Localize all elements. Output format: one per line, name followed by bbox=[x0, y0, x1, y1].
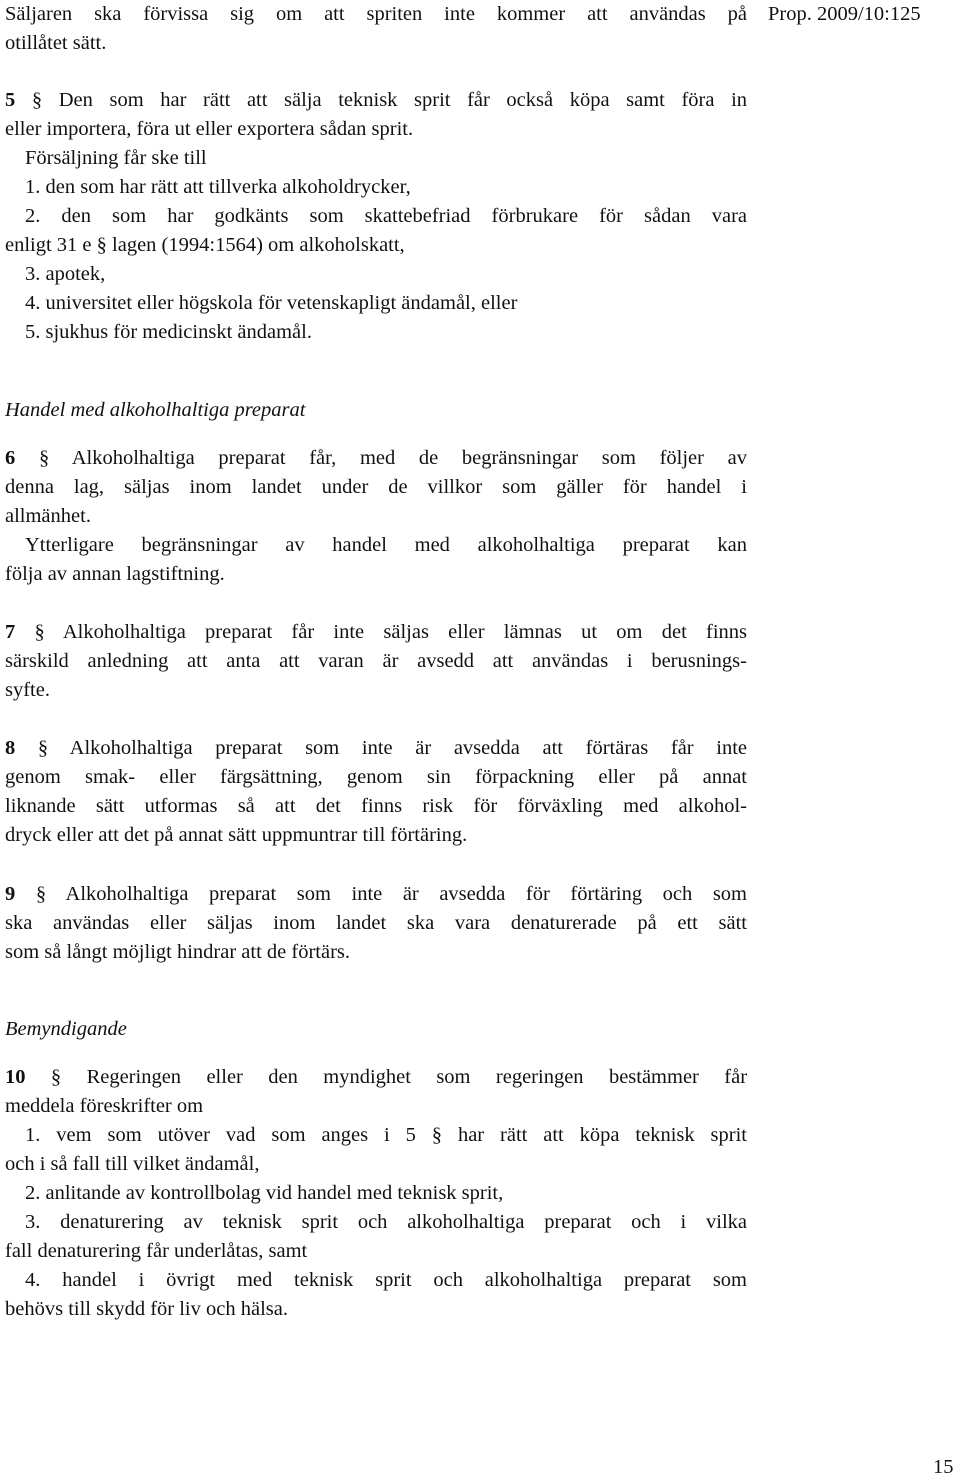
section-sign: § bbox=[34, 621, 45, 643]
paragraph-line: denna lag, säljas inom landet under de villkor som gäller för handel i bbox=[5, 476, 747, 498]
paragraph-line: ska användas eller säljas inom landet ska vara denaturerade på ett sätt bbox=[5, 912, 747, 934]
section-sign: § bbox=[50, 1066, 62, 1088]
page-number: 15 bbox=[933, 1456, 954, 1478]
section-number: 6 bbox=[5, 447, 16, 469]
section-sign: § bbox=[31, 89, 43, 111]
section-number: 9 bbox=[5, 883, 16, 905]
section-text: Den som har rätt att sälja teknisk sprit får också köpa samt föra in bbox=[58, 89, 748, 111]
list-item: 3. denaturering av teknisk sprit och alkoholhaltiga preparat och i vilka bbox=[25, 1211, 747, 1233]
section-10-heading-line bbox=[5, 1063, 747, 1092]
list-item-continuation: enligt 31 e § lagen (1994:1564) om alkoholskatt, bbox=[5, 234, 405, 256]
list-item: 2. den som har godkänts som skattebefriad förbrukare för sådan vara bbox=[25, 205, 747, 227]
section-9-heading-line bbox=[5, 880, 747, 909]
paragraph-line: liknande sätt utformas så att det finns risk för förväxling med alkohol- bbox=[5, 795, 747, 817]
list-intro: Försäljning får ske till bbox=[25, 147, 207, 169]
paragraph-line: särskild anledning att anta att varan är avsedd att användas i berusnings- bbox=[5, 650, 747, 672]
section-6-heading-line bbox=[5, 444, 747, 473]
paragraph-line: eller importera, föra ut eller exportera sådan sprit. bbox=[5, 118, 414, 140]
paragraph-line: följa av annan lagstiftning. bbox=[5, 563, 225, 585]
list-item-continuation: fall denaturering får underlåtas, samt bbox=[5, 1240, 308, 1262]
section-number: 7 bbox=[5, 621, 16, 643]
list-item-continuation: och i så fall till vilket ändamål, bbox=[5, 1153, 260, 1175]
list-item: 4. universitet eller högskola för vetenskapligt ändamål, eller bbox=[25, 292, 518, 314]
list-item: 2. anlitande av kontrollbolag vid handel med teknisk sprit, bbox=[25, 1182, 504, 1204]
list-item: 4. handel i övrigt med teknisk sprit och alkoholhaltiga preparat som bbox=[25, 1269, 747, 1291]
paragraph-line: otillåtet sätt. bbox=[5, 32, 107, 54]
list-item: 1. vem som utöver vad som anges i 5 § har rätt att köpa teknisk sprit bbox=[25, 1124, 747, 1146]
section-text: Alkoholhaltiga preparat får, med de begränsningar som följer av bbox=[71, 447, 747, 469]
section-number: 5 bbox=[5, 89, 16, 111]
paragraph-line: Säljaren ska förvissa sig om att spriten inte kommer att användas på bbox=[5, 3, 747, 25]
section-sign: § bbox=[38, 447, 50, 469]
section-5-heading-line bbox=[5, 86, 747, 115]
paragraph-line: Ytterligare begränsningar av handel med alkoholhaltiga preparat kan bbox=[25, 534, 747, 556]
paragraph-line: syfte. bbox=[5, 679, 50, 701]
section-number: 10 bbox=[5, 1066, 26, 1088]
list-item-continuation: behövs till skydd för liv och hälsa. bbox=[5, 1298, 288, 1320]
section-heading: Bemyndigande bbox=[5, 1018, 127, 1040]
paragraph-line: allmänhet. bbox=[5, 505, 91, 527]
section-text: Alkoholhaltiga preparat som inte är avsedda för förtäring och som bbox=[65, 883, 748, 905]
section-7-heading-line bbox=[5, 618, 747, 647]
section-sign: § bbox=[37, 737, 49, 759]
section-sign: § bbox=[35, 883, 47, 905]
paragraph-line: som så långt möjligt hindrar att de förtärs. bbox=[5, 941, 351, 963]
section-text: Alkoholhaltiga preparat får inte säljas eller lämnas ut om det finns bbox=[62, 621, 747, 643]
section-text: Alkoholhaltiga preparat som inte är avsedda att förtäras får inte bbox=[69, 737, 747, 759]
paragraph-line: meddela föreskrifter om bbox=[5, 1095, 204, 1117]
section-text: Regeringen eller den myndighet som regeringen bestämmer får bbox=[86, 1066, 748, 1088]
paragraph-line: dryck eller att det på annat sätt uppmuntrar till förtäring. bbox=[5, 824, 468, 846]
section-number: 8 bbox=[5, 737, 16, 759]
list-item: 3. apotek, bbox=[25, 263, 106, 285]
section-8-heading-line bbox=[5, 734, 747, 763]
paragraph-line: genom smak- eller färgsättning, genom sin förpackning eller på annat bbox=[5, 766, 747, 788]
list-item: 5. sjukhus för medicinskt ändamål. bbox=[25, 321, 312, 343]
list-item: 1. den som har rätt att tillverka alkoholdrycker, bbox=[25, 176, 411, 198]
document-reference: Prop. 2009/10:125 bbox=[768, 3, 921, 25]
section-heading: Handel med alkoholhaltiga preparat bbox=[5, 399, 306, 421]
